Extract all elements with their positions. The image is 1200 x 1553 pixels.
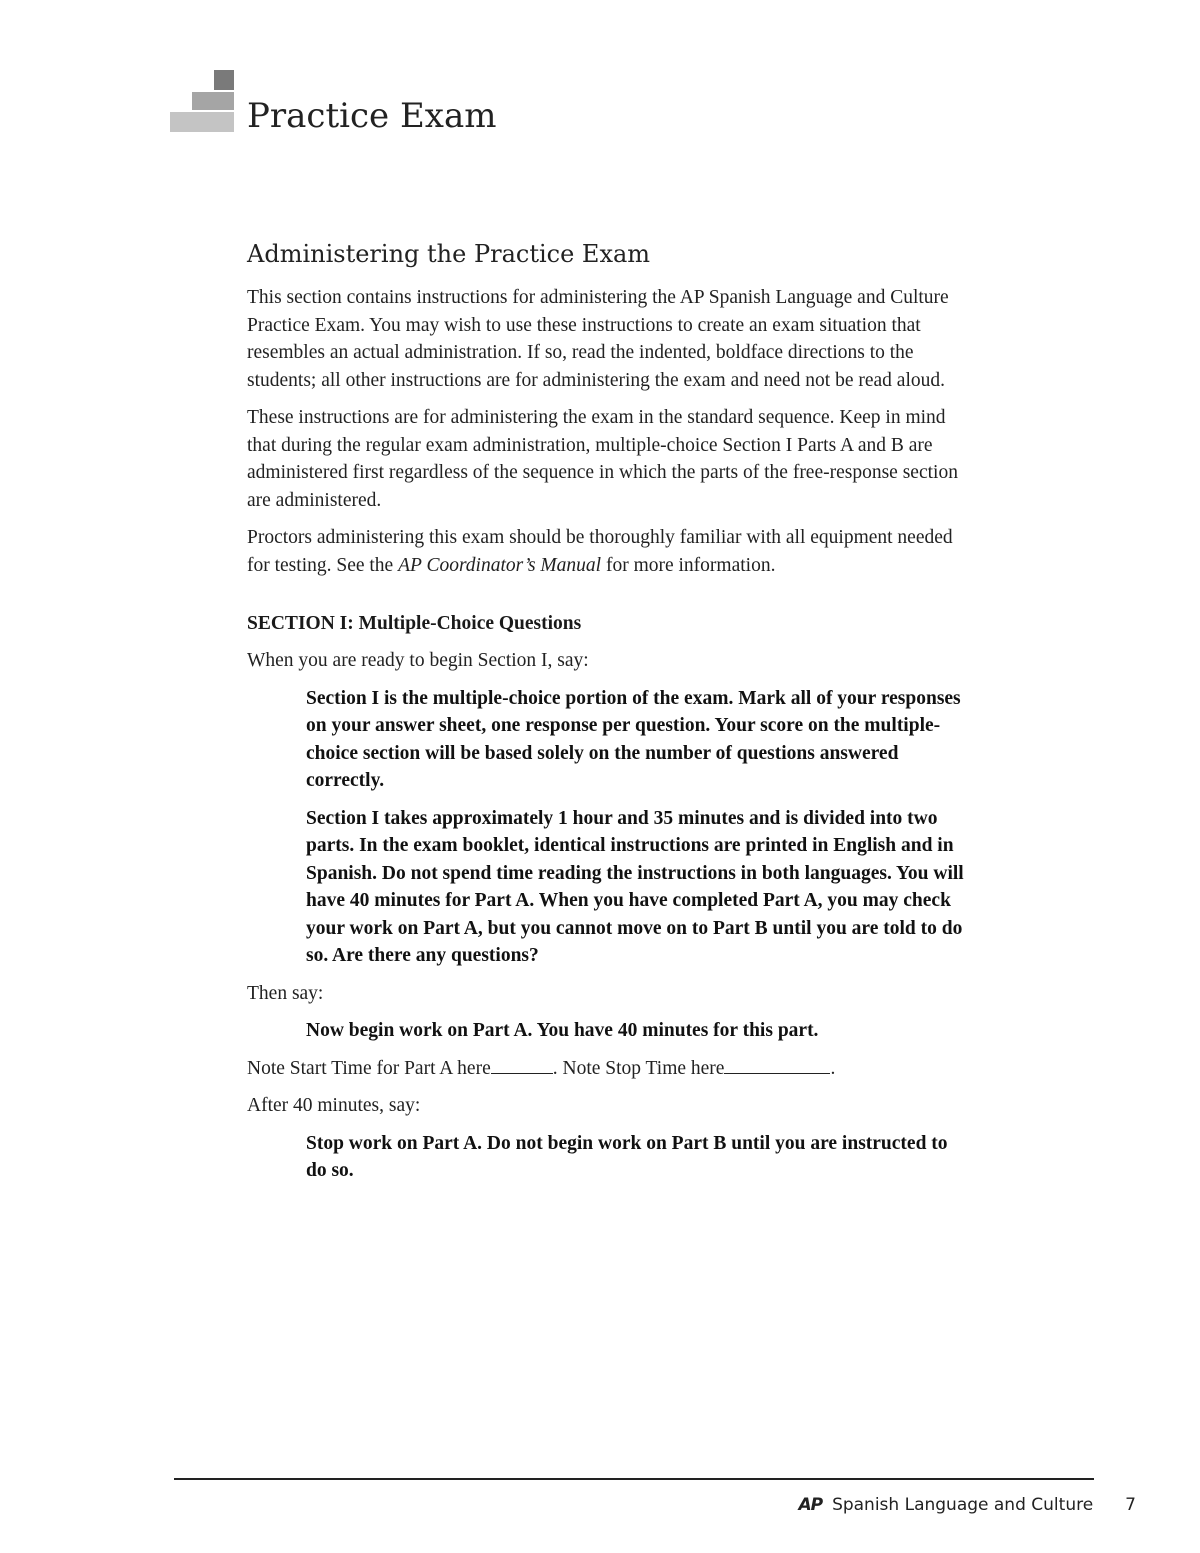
- footer: [798, 1495, 1136, 1515]
- note-start-text: Note Start Time for Part A here: [247, 1057, 491, 1079]
- paragraph-intro: This section contains instructions for administering the AP Spanish Language and Culture Practice Exam. You may wish to use these instructions to create an exam situation that resembles an actual administration. If so, read the indented, boldface directions to the students; all other instructions are for administering the exam and need not be read aloud.: [247, 287, 949, 391]
- say-block-1: Section I is the multiple-choice portion of the exam. Mark all of your responses on your answer sheet, one response per question. Your score on the multiple-choice section will be based solely on the number of questions answered correctly.: [306, 687, 961, 791]
- start-time-blank: [491, 1055, 553, 1074]
- ap-logo-icon: AP: [798, 1495, 823, 1515]
- logo-block-bottom: [170, 112, 234, 132]
- paragraph-sequence: These instructions are for administering the exam in the standard sequence. Keep in mind that during the regular exam administration, multiple-choice Section I Parts A and B are administered first regardless of the sequence in which the parts of the free-response section are administered.: [247, 407, 958, 511]
- say-block-4: Stop work on Part A. Do not begin work on Part B until you are instructed to do so.: [306, 1132, 948, 1181]
- stop-time-blank: [724, 1055, 830, 1074]
- say-block-3: Now begin work on Part A. You have 40 minutes for this part.: [306, 1020, 819, 1041]
- footer-subject: Spanish Language and Culture: [832, 1495, 1094, 1515]
- paragraph-proctors: [247, 524, 967, 579]
- note-end-text: .: [830, 1057, 836, 1079]
- header-logo-blocks: [170, 70, 234, 132]
- footer-rule: [174, 1478, 1094, 1480]
- page-title: Practice Exam: [247, 96, 497, 136]
- after-40-minutes: After 40 minutes, say:: [247, 1095, 421, 1116]
- then-say: Then say:: [247, 982, 324, 1004]
- proctors-text-before: Proctors administering this exam should be thoroughly familiar with all equipment needed for testing. See the: [247, 527, 953, 576]
- section-heading: Administering the Practice Exam: [247, 240, 651, 268]
- page-number: 7: [1125, 1495, 1136, 1515]
- section1-intro: When you are ready to begin Section I, say:: [247, 650, 589, 671]
- proctors-text-after: for more information.: [601, 554, 776, 576]
- say-block-2: Section I takes approximately 1 hour and 35 minutes and is divided into two parts. In the exam booklet, identical instructions are printed in English and in Spanish. Do not spend time reading the instructions in both languages. You will have 40 minutes for Part A. When you have completed Part A, you may check your work on Part A, but you cannot move on to Part B until you are told to do so. Are there any questions?: [306, 807, 964, 966]
- time-note: [247, 1055, 967, 1083]
- section1-heading: SECTION I: Multiple-Choice Questions: [247, 613, 582, 634]
- logo-block-top: [214, 70, 234, 90]
- main-content: [247, 240, 967, 1195]
- note-mid-text: . Note Stop Time here: [552, 1057, 725, 1079]
- coordinators-manual-title: AP Coordinator’s Manual: [398, 554, 602, 576]
- logo-block-middle: [192, 92, 234, 110]
